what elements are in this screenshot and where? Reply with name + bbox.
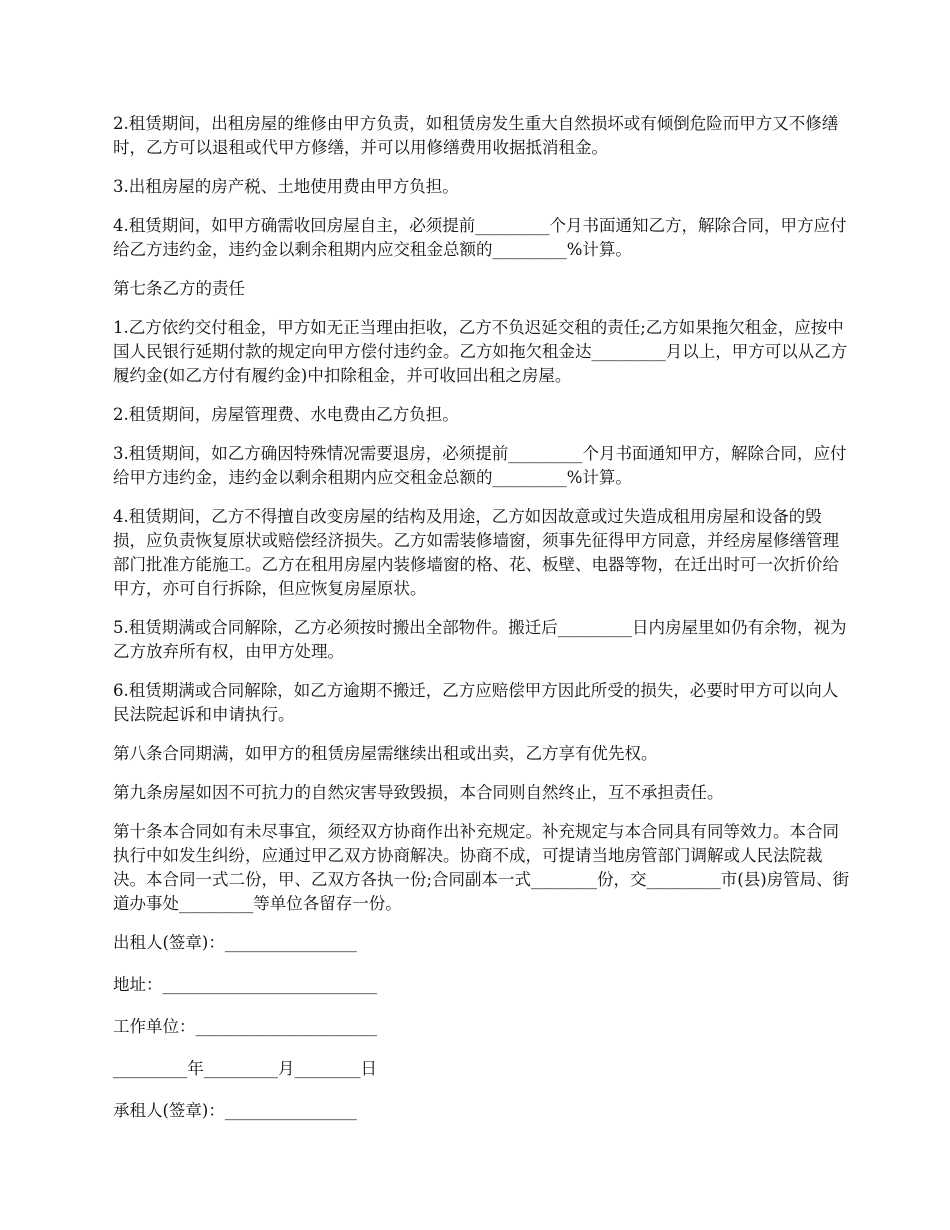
address-line: 地址：__________________________	[113, 975, 377, 994]
clause-7-item-4: 4.租赁期间，乙方不得擅自改变房屋的结构及用途，乙方如因故意或过失造成租用房屋和设备的毁损，应负责恢复原状或赔偿经济损失。乙方如需装修墙窗，须事先征得甲方同意，并经房屋修缮管理部门批准方能施工。乙方在租用房屋内装修墙窗的格、花、板壁、电器等物，在迁出时可一次折价给甲方，亦可自行拆除，但应恢复房屋原状。	[113, 507, 839, 598]
clause-7-item-2: 2.租赁期间，房屋管理费、水电费由乙方负担。	[113, 405, 459, 424]
clause-7-item-1: 1.乙方依约交付租金，甲方如无正当理由拒收，乙方不负迟延交租的责任;乙方如果拖欠租金，应按中国人民银行延期付款的规定向甲方偿付违约金。乙方如拖欠租金达_________月以上，甲方可以从乙方履约金(如乙方付有履约金)中扣除租金，并可收回出租之房屋。	[113, 318, 848, 385]
lessee-signature-line: 承租人(签章)：________________	[113, 1101, 357, 1120]
clause-7-item-6: 6.租赁期满或合同解除，如乙方逾期不搬迁，乙方应赔偿甲方因此所受的损失，必要时甲方可以向人民法院起诉和申请执行。	[113, 681, 839, 724]
clause-6-item-2: 2.租赁期间，出租房屋的维修由甲方负责，如租赁房发生重大自然损坏或有倾倒危险而甲方又不修缮时，乙方可以退租或代甲方修缮，并可以用修缮费用收据抵消租金。	[113, 114, 839, 157]
clause-6-item-3: 3.出租房屋的房产税、土地使用费由甲方负担。	[113, 177, 459, 196]
date-line: _________年_________月________日	[113, 1059, 377, 1078]
clause-8: 第八条合同期满，如甲方的租赁房屋需继续出租或出卖，乙方享有优先权。	[113, 744, 658, 763]
clause-7-item-5: 5.租赁期满或合同解除，乙方必须按时搬出全部物件。搬迁后_________日内房屋里如仍有余物，视为乙方放弃所有权，由甲方处理。	[113, 618, 847, 661]
workplace-line: 工作单位：______________________	[113, 1017, 377, 1036]
clause-10: 第十条本合同如有未尽事宜，须经双方协商作出补充规定。补充规定与本合同具有同等效力。本合同执行中如发生纠纷，应通过甲乙双方协商解决。协商不成，可提请当地房管部门调解或人民法院裁决。本合同一式二份，甲、乙双方各执一份;合同副本一式________份，交_________市(县)房管局、街道办事处_________等单位各留存一份。	[113, 822, 850, 913]
clause-7-item-3: 3.租赁期间，如乙方确因特殊情况需要退房，必须提前_________个月书面通知甲方，解除合同，应付给甲方违约金，违约金以剩余租期内应交租金总额的_________%计算。	[113, 444, 847, 487]
clause-9: 第九条房屋如因不可抗力的自然灾害导致毁损，本合同则自然终止，互不承担责任。	[113, 783, 724, 802]
document-body	[113, 112, 853, 1141]
clause-7-heading: 第七条乙方的责任	[113, 279, 245, 298]
clause-6-item-4: 4.租赁期间，如甲方确需收回房屋自主，必须提前_________个月书面通知乙方，解除合同，甲方应付给乙方违约金，违约金以剩余租期内应交租金总额的_________%计算。	[113, 216, 847, 259]
lessor-signature-line: 出租人(签章)：________________	[113, 933, 357, 952]
